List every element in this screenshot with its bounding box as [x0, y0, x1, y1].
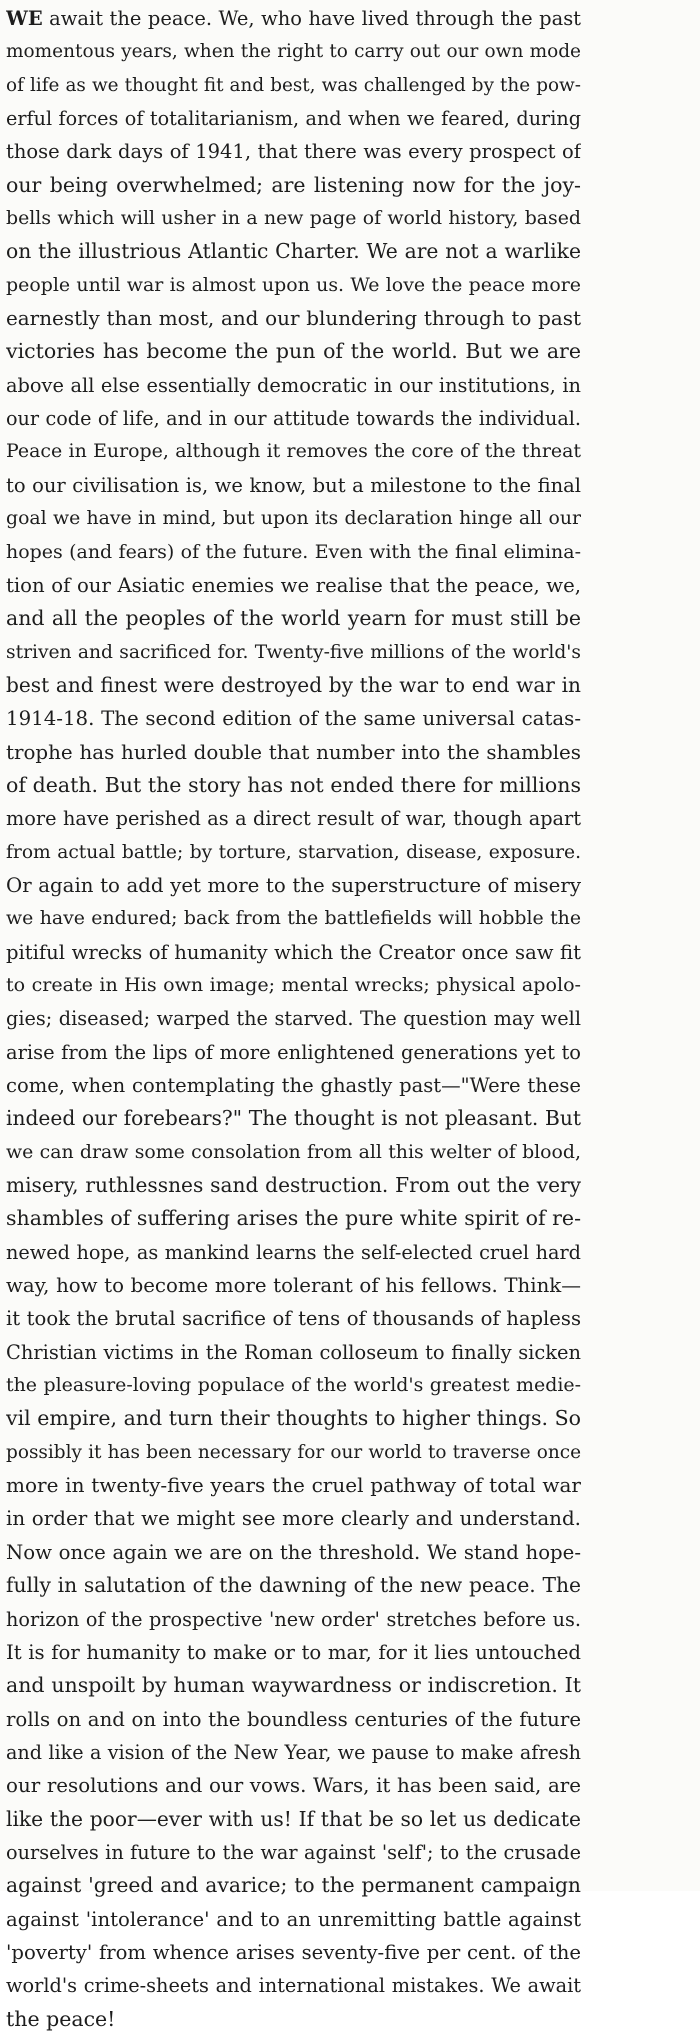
article-line: fully in salutation of the dawning of the new peace. The	[6, 1573, 581, 1598]
article-line: It is for humanity to make or to mar, for it lies untouched	[6, 1640, 581, 1664]
article-line: misery, ruthlessnes sand destruction. From out the very	[6, 1173, 581, 1198]
article-line: 1914-18. The second edition of the same universal catas-	[6, 707, 581, 731]
article-line: of death. But the story has not ended there for millions	[6, 772, 581, 797]
article-line: Or again to add yet more to the superstructure of misery	[6, 873, 581, 897]
article-line-final: the peace!	[6, 2006, 116, 2031]
article-line: gies; diseased; warped the starved. The question may well	[6, 1007, 581, 1031]
article-line: Christian victims in the Roman colloseum to finally sicken	[6, 1340, 581, 1364]
article-line: those dark days of 1941, that there was every prospect of	[6, 140, 581, 164]
article-line: and all the peoples of the world yearn for must still be	[6, 606, 581, 631]
article-line: vil empire, and turn their thoughts to higher things. So	[6, 1406, 581, 1431]
article-line: Peace in Europe, although it removes the core of the threat	[6, 440, 581, 463]
article-line: Now once again we are on the threshold. We stand hope-	[6, 1540, 581, 1564]
article-line: we have endured; back from the battlefields will hobble the	[6, 907, 581, 930]
article-line: way, how to become more tolerant of his fellows. Think—	[6, 1274, 581, 1298]
article-line: victories has become the pun of the world. But we are	[6, 339, 581, 364]
article-line: people until war is almost upon us. We love the peace more	[6, 273, 581, 296]
article-line: newed hope, as mankind learns the self-elected cruel hard	[6, 1240, 581, 1264]
article-line: possibly it has been necessary for our world to traverse once	[6, 1441, 581, 1463]
article-line: against 'intolerance' and to an unremitting battle against	[6, 1907, 581, 1931]
article-line: the pleasure-loving populace of the world's greatest medie-	[6, 1374, 581, 1397]
article-line: indeed our forebears?" The thought is not pleasant. But	[6, 1106, 581, 1131]
article-line: and like a vision of the New Year, we pause to make afresh	[6, 1740, 581, 1764]
article-line: on the illustrious Atlantic Charter. We are not a warlike	[6, 239, 581, 264]
article-line: rolls on and on into the boundless centuries of the future	[6, 1707, 581, 1731]
article-line: to our civilisation is, we know, but a milestone to the final	[6, 473, 581, 497]
article-line: above all else essentially democratic in our institutions, in	[6, 373, 581, 397]
article-line: it took the brutal sacrifice of tens of thousands of hapless	[6, 1307, 581, 1331]
article-line: 'poverty' from whence arises seventy-five per cent. of the	[6, 1940, 581, 1964]
article-line: trophe has hurled double that number into the shambles	[6, 740, 581, 764]
article-line: striven and sacrificed for. Twenty-five millions of the world's	[6, 641, 581, 663]
article-line: hopes (and fears) of the future. Even with the final elimina-	[6, 540, 581, 563]
article-line: against 'greed and avarice; to the permanent campaign	[6, 1873, 581, 1898]
article-text-column	[6, 2, 581, 2036]
article-line: bells which will usher in a new page of world history, based	[6, 207, 581, 230]
article-line: to create in His own image; mental wrecks; physical apolo-	[6, 973, 581, 996]
article-line: best and finest were destroyed by the war to end war in	[6, 672, 581, 697]
article-line: earnestly than most, and our blundering through to past	[6, 306, 581, 331]
drop-lead-word: WE	[6, 7, 43, 30]
article-line: world's crime-sheets and international mistakes. We await	[6, 1974, 581, 1998]
article-line: come, when contemplating the ghastly past—"Were these	[6, 1074, 581, 1097]
article-line: our being overwhelmed; are listening now for the joy-	[6, 172, 581, 197]
article-line: more have perished as a direct result of war, though apart	[6, 807, 581, 831]
article-line: pitiful wrecks of humanity which the Creator once saw fit	[6, 940, 581, 964]
article-line: shambles of suffering arises the pure white spirit of re-	[6, 1206, 581, 1231]
article-line: and unspoilt by human waywardness or indiscretion. It	[6, 1673, 581, 1698]
article-line-1	[6, 2, 581, 35]
article-line: like the poor—ever with us! If that be so let us dedicate	[6, 1806, 581, 1831]
article-line: ourselves in future to the war against 'self'; to the crusade	[6, 1840, 581, 1864]
article-line: horizon of the prospective 'new order' stretches before us.	[6, 1607, 581, 1631]
article-line: more in twenty-five years the cruel pathway of total war	[6, 1473, 581, 1498]
article-line: in order that we might see more clearly and understand.	[6, 1507, 581, 1531]
article-line: erful forces of totalitarianism, and when we feared, during	[6, 107, 581, 131]
article-line: goal we have in mind, but upon its declaration hinge all our	[6, 508, 581, 530]
article-line: our resolutions and our vows. Wars, it has been said, are	[6, 1774, 581, 1798]
article-line: our code of life, and in our attitude towards the individual.	[6, 407, 581, 431]
article-line: we can draw some consolation from all this welter of blood,	[6, 1140, 581, 1163]
article-line: from actual battle; by torture, starvation, disease, exposure.	[6, 841, 581, 863]
article-line: tion of our Asiatic enemies we realise that the peace, we,	[6, 573, 581, 597]
article-line: momentous years, when the right to carry out our own mode	[6, 41, 581, 63]
article-line: arise from the lips of more enlightened generations yet to	[6, 1040, 581, 1064]
article-line: of life as we thought fit and best, was challenged by the pow-	[6, 74, 581, 96]
article-line-1-text: await the peace. We, who have lived through the past	[42, 7, 581, 30]
